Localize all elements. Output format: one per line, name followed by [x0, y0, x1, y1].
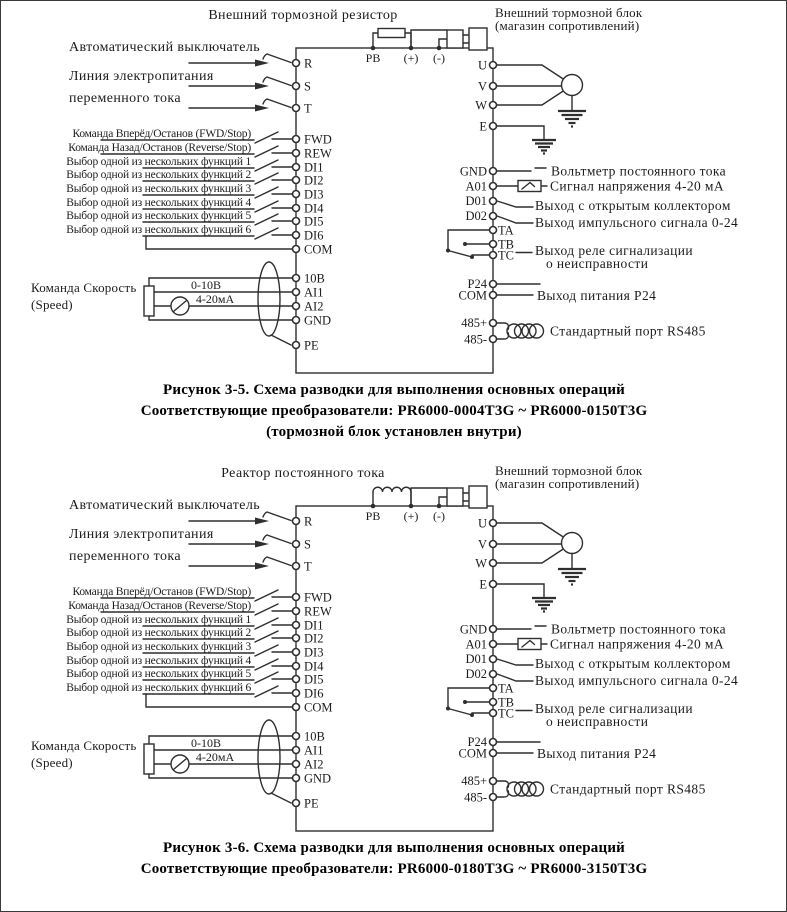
figure-3-5: [1, 1, 787, 461]
speed-label-2: (Speed): [31, 297, 73, 312]
terminal-circle: [490, 671, 497, 678]
ground-icon: [558, 569, 586, 585]
input-label: Команда Назад/Останов (Reverse/Stop): [68, 142, 251, 154]
terminal-u: U: [477, 58, 487, 73]
ground-icon: [558, 111, 586, 127]
terminal-p24: P24: [467, 735, 487, 749]
terminal-gnd-left: GND: [304, 771, 332, 786]
terminal-fwd: FWD: [304, 132, 332, 147]
wiring-diagram: [1, 459, 787, 912]
terminal-di5: DI5: [304, 214, 324, 229]
relay-label-line1: Выход реле сигнализации: [535, 701, 694, 716]
power-input-row-t: [189, 557, 312, 574]
terminal-circle: [293, 704, 300, 711]
terminal-circle: [490, 750, 497, 757]
terminal-com: COM: [304, 700, 333, 715]
terminal-circle: [293, 289, 300, 296]
terminal-ta: TA: [498, 223, 514, 238]
range-voltage-label: 0-10B: [191, 736, 221, 750]
input-label: Выбор одной из нескольких функций 1: [66, 156, 251, 168]
terminal-com-right: COM: [458, 288, 487, 303]
relay-blade-icon: [448, 251, 472, 258]
brake-unit-label-line1: Внешний тормозной блок: [495, 5, 643, 20]
switch-blade-icon: [263, 557, 291, 566]
motor-icon: [562, 533, 583, 554]
terminal-di3: DI3: [304, 187, 324, 202]
power-input-row-t: [189, 99, 312, 116]
arrow-right-icon: [255, 541, 269, 548]
range-current-label: 4-20мА: [195, 292, 235, 306]
terminal-circle: [490, 213, 497, 220]
terminal-circle: [293, 800, 300, 807]
terminal-circle: [490, 320, 497, 327]
p24-block: [459, 735, 657, 761]
brake-unit-connector: [411, 486, 487, 508]
p24-output-label: Выход питания P24: [537, 746, 657, 761]
terminal-circle: [293, 246, 300, 253]
brake-unit-label-line2: (магазин сопротивлений): [495, 476, 640, 491]
terminal-pb: PB: [365, 51, 381, 65]
top-component-label: Реактор постоянного тока: [221, 466, 385, 481]
switch-blade-icon: [255, 201, 278, 212]
rs485-label: Стандартный порт RS485: [550, 323, 706, 339]
terminal-v: V: [477, 79, 487, 94]
pulse-output-label: Выход импульсного сигнала 0-24: [535, 215, 739, 230]
terminal-minus: (-): [433, 51, 445, 65]
speed-label-1: Команда Скорость: [31, 738, 137, 753]
terminal-circle: [490, 102, 497, 109]
terminal-fwd: FWD: [304, 590, 332, 605]
terminal-t: T: [304, 101, 312, 116]
terminal-ta: TA: [498, 681, 514, 696]
terminal-rew: REW: [304, 604, 332, 619]
terminal-circle: [490, 183, 497, 190]
switch-blade-icon: [255, 146, 278, 157]
terminal-circle: [490, 794, 497, 801]
switch-blade-icon: [255, 645, 278, 656]
arrow-right-icon: [255, 60, 269, 67]
terminal-circle: [293, 541, 300, 548]
terminal-circle: [293, 60, 300, 67]
input-label: Выбор одной из нескольких функций 1: [66, 614, 251, 626]
arrow-right-icon: [255, 563, 269, 570]
signal-label: Сигнал напряжения 4-20 мА: [550, 178, 725, 194]
terminal-s: S: [304, 537, 311, 552]
terminal-485-minus: 485-: [464, 332, 487, 347]
switch-blade-icon: [255, 214, 278, 225]
terminal-tb: TB: [498, 695, 514, 710]
arrow-right-icon: [255, 83, 269, 90]
terminal-circle: [293, 747, 300, 754]
terminal-ai2: AI2: [304, 757, 324, 772]
terminal-a01: A01: [465, 179, 487, 194]
terminal-s: S: [304, 79, 311, 94]
motor-output-block: [475, 59, 586, 154]
terminal-circle: [490, 62, 497, 69]
open-collector-label: Выход с открытым коллектором: [535, 656, 731, 671]
terminal-di6: DI6: [304, 228, 324, 243]
speed-label-1: Команда Скорость: [31, 280, 137, 295]
terminal-gnd-right: GND: [459, 164, 487, 179]
breaker-label: Автоматический выключатель: [69, 498, 261, 513]
terminal-circle: [490, 560, 497, 567]
terminal-circle: [293, 594, 300, 601]
input-label: Выбор одной из нескольких функций 3: [66, 641, 251, 653]
breaker-label: Автоматический выключатель: [69, 40, 261, 55]
brake-resistor-symbol: [373, 29, 411, 49]
terminal-circle: [490, 778, 497, 785]
terminal-circle: [293, 218, 300, 225]
ground-icon: [532, 140, 556, 154]
rs485-block: [461, 774, 706, 805]
terminal-di1: DI1: [304, 618, 324, 633]
terminal-a01: A01: [465, 637, 487, 652]
voltmeter-label: Вольтметр постоянного тока: [551, 621, 727, 637]
shield-icon: [258, 720, 280, 794]
terminal-circle: [293, 275, 300, 282]
terminal-di3: DI3: [304, 645, 324, 660]
terminal-com: COM: [304, 242, 333, 257]
caption-line2: Соответствующие преобразователи: PR6000-0004T3G ~ PR6000-0150T3G: [140, 403, 648, 419]
terminal-di4: DI4: [304, 201, 324, 216]
terminal-gnd-right: GND: [459, 622, 487, 637]
io-output-block: [460, 622, 738, 689]
switch-blade-icon: [255, 160, 278, 171]
digital-input-row-di6: [66, 682, 323, 701]
switch-blade-icon: [255, 173, 278, 184]
terminal-circle: [490, 520, 497, 527]
pulse-output-label: Выход импульсного сигнала 0-24: [535, 673, 739, 688]
arrow-right-icon: [255, 518, 269, 525]
range-voltage-label: 0-10B: [191, 278, 221, 292]
input-label: Выбор одной из нескольких функций 2: [66, 169, 251, 181]
terminal-pe: PE: [304, 338, 319, 353]
rs485-label: Стандартный порт RS485: [550, 781, 706, 797]
terminal-gnd-left: GND: [304, 313, 332, 328]
input-label: Выбор одной из нескольких функций 4: [66, 197, 251, 209]
relay-label-line2: о неисправности: [546, 256, 649, 271]
terminal-circle: [293, 663, 300, 670]
speed-command-block: [31, 720, 331, 811]
terminal-circle: [293, 164, 300, 171]
terminal-circle: [293, 518, 300, 525]
switch-blade-icon: [255, 228, 278, 239]
switch-blade-icon: [263, 512, 291, 521]
rs485-block: [461, 316, 706, 347]
switch-blade-icon: [255, 618, 278, 629]
relay-output-block: [446, 224, 693, 272]
terminal-circle: [293, 105, 300, 112]
potentiometer-icon: [144, 286, 154, 316]
input-label: Выбор одной из нескольких функций 3: [66, 183, 251, 195]
input-label: Выбор одной из нескольких функций 6: [66, 224, 251, 236]
coil-icon: [507, 324, 544, 338]
switch-blade-icon: [263, 99, 291, 108]
ac-line-label-2: переменного тока: [69, 549, 182, 564]
terminal-circle: [490, 336, 497, 343]
terminal-485-plus: 485+: [461, 316, 487, 330]
terminal-circle: [490, 83, 497, 90]
terminal-circle: [293, 342, 300, 349]
terminal-di1: DI1: [304, 160, 324, 175]
terminal-circle: [293, 690, 300, 697]
terminal-w: W: [475, 556, 487, 571]
terminal-circle: [293, 177, 300, 184]
brake-unit-label-line2: (магазин сопротивлений): [495, 18, 640, 33]
switch-blade-icon: [255, 187, 278, 198]
relay-output-block: [446, 682, 693, 730]
terminal-circle: [490, 710, 497, 717]
switch-blade-icon: [255, 590, 278, 601]
terminal-circle: [293, 83, 300, 90]
relay-label-line2: о неисправности: [546, 714, 649, 729]
terminal-w: W: [475, 98, 487, 113]
terminal-d01: D01: [465, 652, 487, 666]
terminal-p24: P24: [467, 277, 487, 291]
p24-block: [459, 277, 657, 303]
terminal-r: R: [304, 56, 313, 71]
terminal-minus: (-): [433, 509, 445, 523]
terminal-circle: [293, 317, 300, 324]
terminal-e: E: [479, 577, 487, 592]
terminal-circle: [490, 626, 497, 633]
terminal-pb: PB: [365, 509, 381, 523]
brake-unit-connector: [411, 28, 487, 50]
caption-line3: (тормозной блок установлен внутри): [266, 424, 522, 440]
switch-blade-icon: [263, 54, 291, 63]
terminal-tb: TB: [498, 237, 514, 252]
terminal-d02: D02: [465, 667, 487, 681]
terminal-di4: DI4: [304, 659, 324, 674]
terminal-com-right: COM: [458, 746, 487, 761]
terminal-circle: [293, 205, 300, 212]
brake-unit-label-line1: Внешний тормозной блок: [495, 463, 643, 478]
figure-3-6: [1, 459, 787, 912]
terminal-r: R: [304, 514, 313, 529]
input-label: Выбор одной из нескольких функций 5: [66, 668, 251, 680]
terminal-circle: [293, 622, 300, 629]
terminal-circle: [490, 198, 497, 205]
switch-blade-icon: [255, 132, 278, 143]
input-label: Команда Вперёд/Останов (FWD/Stop): [72, 586, 251, 598]
terminal-u: U: [477, 516, 487, 531]
ground-icon: [532, 598, 556, 612]
terminal-circle: [293, 608, 300, 615]
terminal-e: E: [479, 119, 487, 134]
terminal-circle: [293, 761, 300, 768]
terminal-circle: [293, 563, 300, 570]
relay-label-line1: Выход реле сигнализации: [535, 243, 694, 258]
input-label: Команда Назад/Останов (Reverse/Stop): [68, 600, 251, 612]
figure-caption: [141, 840, 648, 877]
switch-blade-icon: [255, 604, 278, 615]
caption-line2: Соответствующие преобразователи: PR6000-0180T3G ~ PR6000-3150T3G: [140, 861, 648, 877]
terminal-d01: D01: [465, 194, 487, 208]
terminal-rew: REW: [304, 146, 332, 161]
switch-blade-icon: [263, 77, 291, 86]
voltmeter-label: Вольтметр постоянного тока: [551, 163, 727, 179]
terminal-circle: [293, 136, 300, 143]
arrow-right-icon: [255, 105, 269, 112]
terminal-di6: DI6: [304, 686, 324, 701]
speed-label-2: (Speed): [31, 755, 73, 770]
terminal-circle: [490, 123, 497, 130]
terminal-circle: [293, 635, 300, 642]
terminal-485-minus: 485-: [464, 790, 487, 805]
terminal-circle: [293, 303, 300, 310]
terminal-circle: [490, 168, 497, 175]
input-label: Команда Вперёд/Останов (FWD/Stop): [72, 128, 251, 140]
terminal-di2: DI2: [304, 173, 324, 188]
terminal-circle: [490, 227, 497, 234]
potentiometer-icon: [144, 744, 154, 774]
dc-reactor-symbol: [373, 487, 411, 506]
terminal-circle: [490, 685, 497, 692]
terminal-ai1: AI1: [304, 743, 324, 758]
terminal-circle: [490, 699, 497, 706]
input-label: Выбор одной из нескольких функций 2: [66, 627, 251, 639]
terminal-circle: [293, 191, 300, 198]
terminal-circle: [293, 775, 300, 782]
terminal-circle: [293, 676, 300, 683]
terminal-circle: [490, 739, 497, 746]
terminal-t: T: [304, 559, 312, 574]
motor-output-block: [475, 517, 586, 612]
terminal-circle: [490, 252, 497, 259]
terminal-di5: DI5: [304, 672, 324, 687]
ac-line-label-1: Линия электропитания: [69, 527, 214, 542]
top-component-label: Внешний тормозной резистор: [208, 8, 398, 23]
relay-blade-icon: [448, 709, 472, 716]
terminal-circle: [293, 649, 300, 656]
digital-input-row-di6: [66, 224, 323, 243]
p24-output-label: Выход питания P24: [537, 288, 657, 303]
caption-line1: Рисунок 3-5. Схема разводки для выполнения основных операций: [162, 382, 626, 398]
terminal-d02: D02: [465, 209, 487, 223]
terminal-circle: [293, 232, 300, 239]
switch-blade-icon: [263, 535, 291, 544]
coil-icon: [507, 782, 544, 796]
input-label: Выбор одной из нескольких функций 4: [66, 655, 251, 667]
switch-blade-icon: [255, 672, 278, 683]
caption-line1: Рисунок 3-6. Схема разводки для выполнения основных операций: [162, 840, 626, 856]
signal-label: Сигнал напряжения 4-20 мА: [550, 636, 725, 652]
open-collector-label: Выход с открытым коллектором: [535, 198, 731, 213]
terminal-10b: 10B: [304, 271, 325, 286]
switch-blade-icon: [255, 686, 278, 697]
terminal-circle: [293, 150, 300, 157]
terminal-10b: 10B: [304, 729, 325, 744]
figure-caption: [141, 382, 648, 440]
terminal-ai2: AI2: [304, 299, 324, 314]
ac-line-label-1: Линия электропитания: [69, 69, 214, 84]
input-label: Выбор одной из нескольких функций 5: [66, 210, 251, 222]
terminal-circle: [490, 641, 497, 648]
speed-command-block: [31, 262, 331, 353]
terminal-tc: TC: [498, 706, 514, 721]
terminal-plus: (+): [403, 509, 419, 523]
terminal-plus: (+): [403, 51, 419, 65]
terminal-circle: [490, 541, 497, 548]
terminal-circle: [490, 281, 497, 288]
range-current-label: 4-20мА: [195, 750, 235, 764]
terminal-tc: TC: [498, 248, 514, 263]
switch-blade-icon: [255, 631, 278, 642]
io-output-block: [460, 164, 738, 231]
terminal-circle: [490, 292, 497, 299]
ac-line-label-2: переменного тока: [69, 91, 182, 106]
motor-icon: [562, 75, 583, 96]
terminal-di2: DI2: [304, 631, 324, 646]
wiring-diagram: [1, 1, 787, 461]
terminal-circle: [490, 241, 497, 248]
terminal-circle: [490, 656, 497, 663]
terminal-v: V: [477, 537, 487, 552]
terminal-485-plus: 485+: [461, 774, 487, 788]
terminal-circle: [293, 733, 300, 740]
switch-blade-icon: [255, 659, 278, 670]
shield-icon: [258, 262, 280, 336]
terminal-pe: PE: [304, 796, 319, 811]
input-label: Выбор одной из нескольких функций 6: [66, 682, 251, 694]
terminal-ai1: AI1: [304, 285, 324, 300]
terminal-circle: [490, 581, 497, 588]
